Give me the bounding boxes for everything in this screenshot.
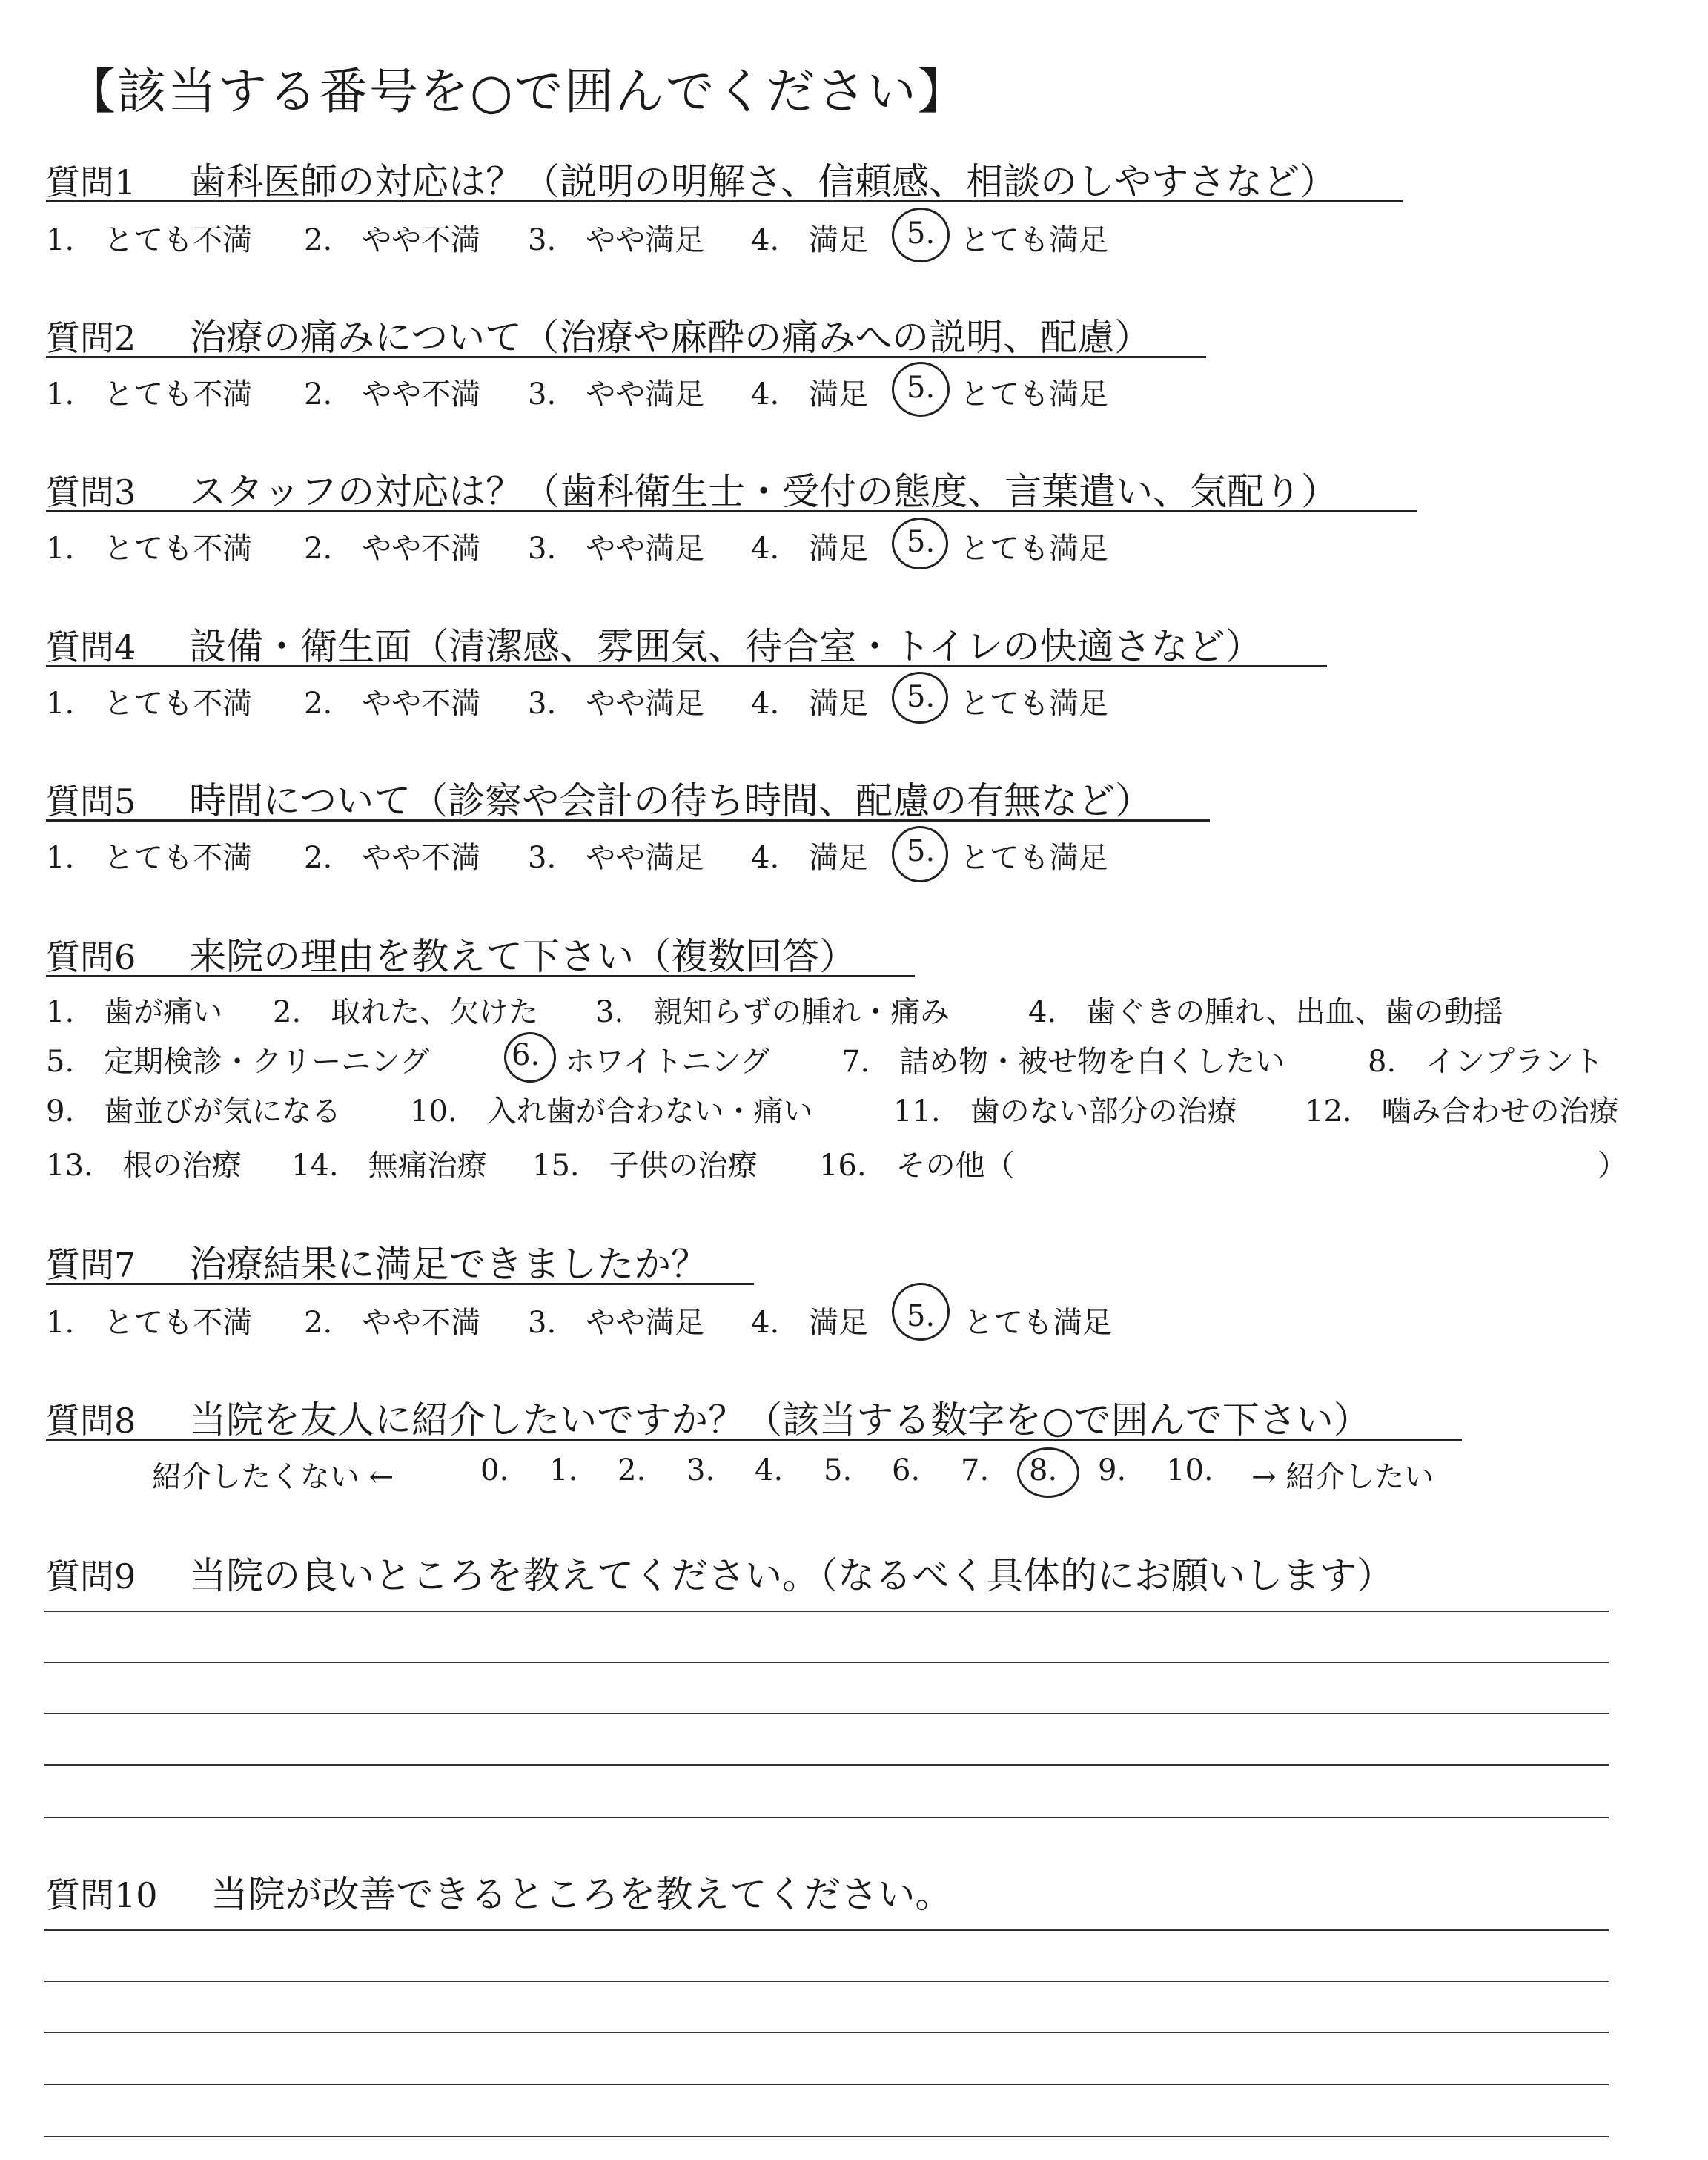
q7-heading: [46, 1235, 708, 1288]
q2-option-5-label: とても満足: [960, 377, 1108, 412]
q6-option-6[interactable]: 6.: [512, 1038, 540, 1072]
q5-option-1[interactable]: 1. とても不満: [46, 841, 253, 875]
q2-underline: [46, 356, 1206, 358]
q5-option-5-label: とても満足: [960, 841, 1108, 875]
q2-option-1[interactable]: 1. とても不満: [46, 377, 253, 412]
q4-heading: [46, 617, 1262, 670]
q8-left-label: 紹介したくない ←: [152, 1460, 394, 1494]
q9-answer-line[interactable]: [44, 1611, 1609, 1612]
q5-underline: [46, 819, 1210, 822]
q3-option-3[interactable]: 3. やや満足: [528, 532, 705, 566]
q6-heading: [46, 927, 856, 980]
q8-right-label: → 紹介したい: [1251, 1460, 1434, 1494]
q6-option-7[interactable]: 7. 詰め物・被せ物を白くしたい: [841, 1045, 1285, 1079]
q5-option-4[interactable]: 4. 満足: [751, 841, 869, 875]
q8-scale-5[interactable]: 5.: [824, 1453, 853, 1487]
q3-underline: [46, 510, 1417, 512]
q8-answer-circle: [1017, 1447, 1079, 1498]
q10-answer-line[interactable]: [44, 1929, 1609, 1931]
q4-text: 設備・衛生面（清潔感、雰囲気、待合室・トイレの快適さなど）: [189, 625, 1262, 668]
q9-label: 質問9: [46, 1556, 136, 1596]
q9-answer-line[interactable]: [44, 1713, 1609, 1714]
q4-option-5-label: とても満足: [960, 687, 1108, 721]
q9-answer-line[interactable]: [44, 1764, 1609, 1766]
q4-label: 質問4: [46, 627, 136, 667]
q1-heading: [46, 152, 1337, 205]
q2-text: 治療の痛みについて（治療や麻酔の痛みへの説明、配慮）: [189, 316, 1152, 359]
q6-option-13[interactable]: 13. 根の治療: [46, 1149, 242, 1183]
q5-heading: [46, 771, 1152, 825]
q9-answer-line[interactable]: [44, 1817, 1609, 1818]
q9-answer-line[interactable]: [44, 1662, 1609, 1663]
q5-option-5[interactable]: 5.: [907, 834, 936, 868]
q8-scale-6[interactable]: 6.: [892, 1453, 921, 1487]
q8-label: 質問8: [46, 1401, 136, 1441]
q8-scale-3[interactable]: 3.: [686, 1453, 715, 1487]
q9-heading: [46, 1546, 1394, 1599]
q4-option-4[interactable]: 4. 満足: [751, 687, 869, 721]
q1-answer-circle: [892, 208, 950, 262]
q3-answer-circle: [892, 518, 948, 569]
q2-heading: [46, 308, 1151, 361]
q8-text: 当院を友人に紹介したいですか？（該当する数字を○で囲んで下さい）: [189, 1398, 1371, 1441]
q3-option-5-label: とても満足: [960, 532, 1108, 566]
q3-option-4[interactable]: 4. 満足: [751, 532, 869, 566]
q7-option-5[interactable]: 5.: [907, 1299, 936, 1333]
q4-option-2[interactable]: 2. やや不満: [304, 687, 481, 721]
q7-label: 質問7: [46, 1245, 136, 1285]
q6-answer-circle: [504, 1032, 556, 1083]
q2-label: 質問2: [46, 318, 136, 358]
q6-option-16-close: ）: [1598, 1149, 1627, 1183]
q7-option-3[interactable]: 3. やや満足: [528, 1306, 705, 1340]
page-title: 【該当する番号を○で囲んでください】: [67, 63, 968, 120]
q4-option-3[interactable]: 3. やや満足: [528, 687, 705, 721]
q6-option-12[interactable]: 12. 噛み合わせの治療: [1305, 1094, 1619, 1129]
q6-option-8[interactable]: 8. インプラント: [1368, 1045, 1604, 1079]
q10-answer-line[interactable]: [44, 2032, 1609, 2033]
q3-option-5[interactable]: 5.: [907, 525, 936, 559]
q1-option-4[interactable]: 4. 満足: [751, 223, 869, 257]
q1-underline: [46, 200, 1403, 202]
q1-option-3[interactable]: 3. やや満足: [528, 223, 705, 257]
q7-option-5-label: とても満足: [964, 1306, 1112, 1340]
q5-text: 時間について（診察や会計の待ち時間、配慮の有無など）: [189, 779, 1153, 822]
q1-option-2[interactable]: 2. やや不満: [304, 223, 481, 257]
q1-text: 歯科医師の対応は？（説明の明解さ、信頼感、相談のしやすさなど）: [189, 160, 1337, 203]
q6-text: 来院の理由を教えて下さい（複数回答）: [189, 935, 857, 978]
q10-answer-line[interactable]: [44, 1981, 1609, 1982]
q2-option-3[interactable]: 3. やや満足: [528, 377, 705, 412]
q8-scale-9[interactable]: 9.: [1098, 1453, 1127, 1487]
q6-option-3[interactable]: 3. 親知らずの腫れ・痛み: [595, 995, 950, 1029]
q7-option-4[interactable]: 4. 満足: [751, 1306, 869, 1340]
q2-option-2[interactable]: 2. やや不満: [304, 377, 481, 412]
q7-text: 治療結果に満足できましたか？: [189, 1243, 709, 1286]
q6-option-5[interactable]: 5. 定期検診・クリーニング: [46, 1045, 430, 1079]
q6-option-1[interactable]: 1. 歯が痛い: [46, 995, 223, 1029]
q3-text: スタッフの対応は？（歯科衛生士・受付の態度、言葉遣い、気配り）: [189, 470, 1339, 513]
q9-text: 当院の良いところを教えてください。（なるべく具体的にお願いします）: [189, 1554, 1394, 1597]
q7-answer-circle: [892, 1283, 950, 1341]
q6-option-10[interactable]: 10. 入れ歯が合わない・痛い: [410, 1094, 813, 1129]
q2-option-4[interactable]: 4. 満足: [751, 377, 869, 412]
q5-option-3[interactable]: 3. やや満足: [528, 841, 705, 875]
q8-scale-0[interactable]: 0.: [480, 1453, 509, 1487]
q6-label: 質問6: [46, 937, 136, 977]
q7-underline: [46, 1283, 754, 1285]
q6-option-11[interactable]: 11. 歯のない部分の治療: [893, 1094, 1237, 1129]
q8-scale-8[interactable]: 8.: [1029, 1453, 1058, 1487]
q8-scale-1[interactable]: 1.: [549, 1453, 578, 1487]
q6-option-4[interactable]: 4. 歯ぐきの腫れ、出血、歯の動揺: [1028, 995, 1503, 1029]
q6-option-14[interactable]: 14. 無痛治療: [291, 1149, 487, 1183]
q10-label: 質問10: [46, 1875, 158, 1915]
q8-underline: [46, 1439, 1462, 1441]
q6-option-2[interactable]: 2. 取れた、欠けた: [273, 995, 539, 1029]
q10-answer-line[interactable]: [44, 2084, 1609, 2085]
q1-option-1[interactable]: 1. とても不満: [46, 223, 253, 257]
q3-option-1[interactable]: 1. とても不満: [46, 532, 253, 566]
q8-scale-4[interactable]: 4.: [755, 1453, 784, 1487]
q8-scale-7[interactable]: 7.: [961, 1453, 990, 1487]
q1-label: 質問1: [46, 162, 136, 202]
q2-answer-circle: [892, 362, 950, 417]
q8-heading: [46, 1390, 1371, 1444]
q4-option-1[interactable]: 1. とても不満: [46, 687, 253, 721]
q1-option-5-label: とても満足: [960, 223, 1108, 257]
q3-label: 質問3: [46, 472, 136, 512]
q5-option-2[interactable]: 2. やや不満: [304, 841, 481, 875]
q4-option-5[interactable]: 5.: [907, 680, 936, 714]
q7-option-2[interactable]: 2. やや不満: [304, 1306, 481, 1340]
q8-scale-10[interactable]: 10.: [1166, 1453, 1214, 1487]
q5-answer-circle: [892, 826, 948, 882]
q7-option-1[interactable]: 1. とても不満: [46, 1306, 253, 1340]
q4-answer-circle: [892, 672, 948, 724]
q10-heading: [46, 1865, 952, 1918]
q1-option-5[interactable]: 5.: [907, 217, 936, 251]
q6-option-9[interactable]: 9. 歯並びが気になる: [46, 1094, 342, 1129]
q6-option-16[interactable]: 16. その他（: [819, 1149, 1015, 1183]
q5-label: 質問5: [46, 782, 136, 822]
q4-underline: [46, 665, 1327, 667]
q3-heading: [46, 462, 1338, 515]
q8-scale-2[interactable]: 2.: [618, 1453, 646, 1487]
q6-option-6-label: ホワイトニング: [565, 1045, 770, 1079]
q10-text: 当院が改善できるところを教えてください。: [211, 1873, 953, 1916]
q2-option-5[interactable]: 5.: [907, 371, 936, 405]
q10-answer-line[interactable]: [44, 2136, 1609, 2137]
q3-option-2[interactable]: 2. やや不満: [304, 532, 481, 566]
q6-underline: [46, 975, 915, 977]
q6-option-15[interactable]: 15. 子供の治療: [532, 1149, 758, 1183]
